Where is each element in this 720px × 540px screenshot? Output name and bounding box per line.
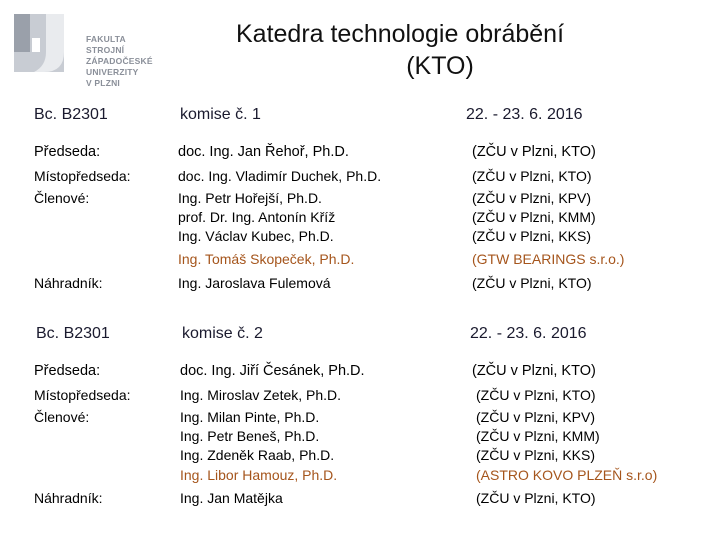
member-affiliation: (ZČU v Plzni, KKS) <box>476 447 596 463</box>
substitute-name: Ing. Jan Matějka <box>180 490 283 506</box>
member-affiliation: (ZČU v Plzni, KPV) <box>472 190 592 206</box>
zcu-logo-icon <box>10 8 72 78</box>
logo-line: V PLZNI <box>86 78 120 88</box>
logo-text <box>86 34 160 89</box>
commission-number: komise č. 2 <box>182 325 263 342</box>
vice-chair-label: Místopředseda: <box>34 168 131 184</box>
external-member-affiliation: (GTW BEARINGS s.r.o.) <box>472 251 625 267</box>
logo-line: ZÁPADOČESKÉ <box>86 56 153 66</box>
substitute-affiliation: (ZČU v Plzni, KTO) <box>472 275 592 291</box>
substitute-affiliation: (ZČU v Plzni, KTO) <box>476 490 596 506</box>
logo-line: FAKULTA STROJNÍ <box>86 34 126 55</box>
university-logo <box>10 8 160 88</box>
member-name: Ing. Petr Hořejší, Ph.D. <box>178 190 322 206</box>
external-member-name: Ing. Libor Hamouz, Ph.D. <box>180 467 338 483</box>
chair-label: Předseda: <box>34 144 101 160</box>
logo-line: UNIVERZITY <box>86 67 139 77</box>
member-name: Ing. Petr Beneš, Ph.D. <box>180 428 320 444</box>
member-name: Ing. Zdeněk Raab, Ph.D. <box>180 447 335 463</box>
vice-chair-affiliation: (ZČU v Plzni, KTO) <box>472 168 592 184</box>
member-name: prof. Dr. Ing. Antonín Kříž <box>178 209 336 225</box>
vice-chair-name: doc. Ing. Vladimír Duchek, Ph.D. <box>178 168 382 184</box>
chair-name: doc. Ing. Jiří Česánek, Ph.D. <box>180 363 365 379</box>
external-member-name: Ing. Tomáš Skopeček, Ph.D. <box>178 251 355 267</box>
substitute-name: Ing. Jaroslava Fulemová <box>178 275 331 291</box>
vice-chair-name: Ing. Miroslav Zetek, Ph.D. <box>180 387 342 403</box>
program-code: Bc. B2301 <box>34 106 108 123</box>
vice-chair-affiliation: (ZČU v Plzni, KTO) <box>476 387 596 403</box>
commission-number: komise č. 1 <box>180 106 261 123</box>
page-title <box>190 18 610 82</box>
chair-name: doc. Ing. Jan Řehoř, Ph.D. <box>178 144 349 160</box>
external-member-affiliation: (ASTRO KOVO PLZEŇ s.r.o) <box>476 467 658 483</box>
chair-label: Předseda: <box>34 363 101 379</box>
member-affiliation: (ZČU v Plzni, KMM) <box>476 428 600 444</box>
title-line-1: Katedra technologie obrábění <box>235 20 565 48</box>
chair-affiliation: (ZČU v Plzni, KTO) <box>472 144 596 160</box>
member-affiliation: (ZČU v Plzni, KKS) <box>472 228 592 244</box>
vice-chair-label: Místopředseda: <box>34 387 131 403</box>
member-name: Ing. Milan Pinte, Ph.D. <box>180 409 320 425</box>
member-affiliation: (ZČU v Plzni, KPV) <box>476 409 596 425</box>
title-line-2: (KTO) <box>406 52 474 80</box>
substitute-label: Náhradník: <box>34 275 103 291</box>
commission-dates: 22. - 23. 6. 2016 <box>470 325 587 342</box>
program-code: Bc. B2301 <box>36 325 110 342</box>
commission-dates: 22. - 23. 6. 2016 <box>466 106 583 123</box>
member-name: Ing. Václav Kubec, Ph.D. <box>178 228 334 244</box>
members-label: Členové: <box>34 409 90 425</box>
member-affiliation: (ZČU v Plzni, KMM) <box>472 209 596 225</box>
substitute-label: Náhradník: <box>34 490 103 506</box>
members-label: Členové: <box>34 190 90 206</box>
chair-affiliation: (ZČU v Plzni, KTO) <box>472 363 596 379</box>
